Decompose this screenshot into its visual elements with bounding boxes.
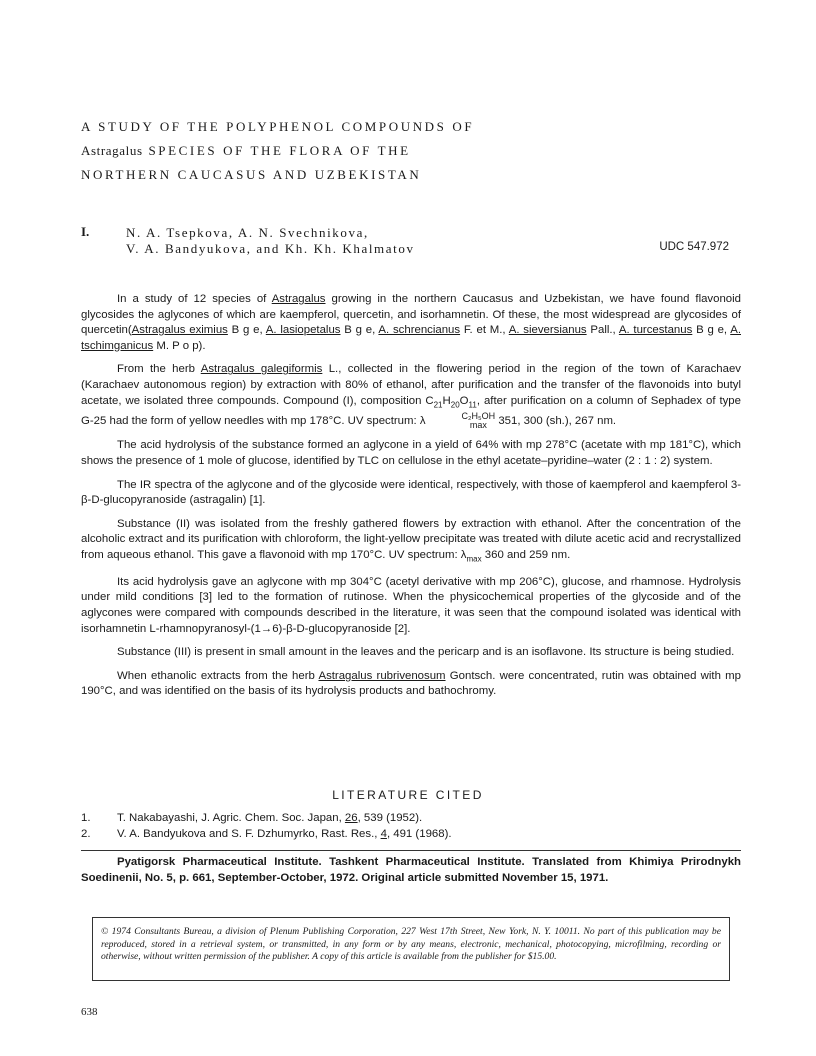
max-subscript: max [466, 554, 482, 564]
paragraph-4: The IR spectra of the aglycone and of the glycoside were identical, respectively, with those of kaempferol and kaempferol 3-β-D-glucopyranoside (astragalin) [1]. [81, 478, 741, 507]
p1-text: B g e, [692, 324, 731, 337]
paragraph-7: Substance (III) is present in small amount in the leaves and the pericarp and is an isoflavone. Its structure is being studied. [117, 646, 735, 659]
reference-2 [81, 828, 452, 840]
page-number: 638 [81, 1006, 98, 1018]
copyright-box [92, 917, 730, 981]
reference-1 [81, 812, 422, 824]
p1-species: A. schrencianus [378, 324, 461, 337]
title-line-2 [81, 143, 411, 159]
p8-text: When ethanolic extracts from the herb [117, 669, 319, 682]
p1-text: M. P o p). [153, 339, 206, 352]
p2-text: From the herb [117, 363, 201, 376]
reference-text: V. A. Bandyukova and S. F. Dzhumyrko, Rast. Res., [117, 828, 381, 840]
reference-text: , 491 (1968). [386, 828, 452, 840]
p5-text: Substance (II) was isolated from the freshly gathered flowers by extraction with ethanol. After the concentration of the alcoholic extract and its purification with chloroform, the light-yellow precipitate was treated with dilute acetic acid and recrystallized from aqueous ethanol. This gave a flavonoid with mp 170°C. UV spectrum: λ [81, 517, 741, 561]
p1-text: growing in the northern Caucasus and Uzbekistan, we have found flavonoid glycosides the aglycones of which are kaempferol, quercetin, and isorhamnetin. Of these, the most widespread are glycosides of quercetin( [81, 293, 742, 337]
p1-species: A. lasiopetalus [265, 324, 341, 337]
p1-text: Pall., [586, 324, 619, 337]
p1-text: In a study of 12 species of [117, 293, 272, 305]
p5-text: 360 and 259 nm. [481, 549, 571, 561]
p1-text: B g e, [227, 324, 266, 337]
title-line-3: NORTHERN CAUCASUS AND UZBEKISTAN [81, 167, 422, 182]
lambda-indices [426, 412, 496, 430]
paragraph-5 [81, 517, 741, 567]
authors-line-2: V. A. Bandyukova, and Kh. Kh. Khalmatov [126, 241, 415, 256]
p2-text: , after purification on a column of Sephadex of type G-25 had the form of yellow needles with mp 178°C. UV spectrum: λ [81, 394, 741, 428]
p8-text: Gontsch. were concentrated, rutin was obtained with mp 190°C, and was identified on the basis of its hydrolysis products and bathochromy. [81, 669, 741, 698]
literature-heading: LITERATURE CITED [332, 788, 484, 802]
max-subscript: max [469, 420, 487, 431]
reference-number: 1. [81, 812, 91, 824]
p2-species: Astragalus galegiformis [200, 363, 323, 376]
title-genus: Astragalus [81, 143, 143, 158]
reference-number: 2. [81, 828, 91, 840]
copyright-text: © 1974 Consultants Bureau, a division of Plenum Publishing Corporation, 227 West 17th Street, New York, N. Y. 10011. No part of this publication may be reproduced, stored in a retrieval system, or transmitted, in any form or by any means, electronic, mechanical, photocopying, microfilming, recording or otherwise, without written permission of the publisher. A copy of this article is available from the publisher for $15.00. [101, 926, 721, 962]
p8-species: Astragalus rubrivenosum [318, 669, 446, 682]
p1-text: B g e, [340, 324, 379, 337]
p1-species: A. sieversianus [508, 324, 587, 337]
article-body [81, 292, 741, 708]
reference-text: , 539 (1952). [357, 812, 423, 824]
p2-text: 351, 300 (sh.), 267 nm. [495, 415, 617, 428]
divider [81, 850, 741, 851]
reference-volume: 4 [380, 828, 387, 840]
formula-subscript: 20 [450, 399, 460, 409]
p2-text: H [442, 394, 451, 407]
formula-subscript: 21 [433, 399, 443, 409]
paragraph-1 [81, 292, 741, 354]
title-line-2-rest: SPECIES OF THE FLORA OF THE [142, 143, 411, 158]
p2-text: O [459, 394, 469, 407]
udc-code: UDC 547.972 [659, 241, 729, 253]
reference-volume: 26 [344, 812, 358, 824]
affiliation-note: Pyatigorsk Pharmaceutical Institute. Tashkent Pharmaceutical Institute. Translated from Khimiya Prirodnykh Soedinenii, No. 5, p. 661, September-October, 1972. Original article submitted November 15, 1971. [81, 856, 741, 884]
paragraph-2 [81, 362, 741, 430]
p1-text: F. et M., [460, 324, 509, 337]
part-number: I. [81, 224, 90, 239]
authors-line-1: N. A. Tsepkova, A. N. Svechnikova, [126, 225, 369, 240]
p1-species: A. tschimganicus [81, 324, 741, 352]
p1-species: Astragalus eximius [131, 324, 228, 337]
paragraph-3: The acid hydrolysis of the substance formed an aglycone in a yield of 64% with mp 278°C (acetate with mp 181°C), which shows the presence of 1 mole of glucose, identified by TLC on cellulose in the ethyl acetate–pyridine–water (2 : 1 : 2) system. [81, 439, 741, 468]
formula-subscript: 11 [468, 399, 477, 409]
paragraph-8 [81, 669, 741, 700]
p1-genus: Astragalus [271, 293, 326, 305]
reference-text: T. Nakabayashi, J. Agric. Chem. Soc. Japan, [117, 812, 345, 824]
paragraph-6: Its acid hydrolysis gave an aglycone with mp 304°C (acetyl derivative with mp 206°C), glucose, and rhamnose. Hydrolysis under mild conditions [3] led to the formation of rutinose. When the physicochemical properties of the glycoside and of the aglycones were compared with compounds described in the literature, it was seen that the compound isolated was identical with isorhamnetin L-rhamnopyranosyl-(1→6)-β-D-glucopyranoside [2]. [81, 575, 741, 635]
solvent-superscript: C₂H₅OH [461, 411, 496, 422]
title-line-1: A STUDY OF THE POLYPHENOL COMPOUNDS OF [81, 119, 475, 134]
p2-text: L., collected in the flowering period in the region of the town of Karachaev (Karachaev autonomous region) by extraction with 80% of ethanol, after purification and the transfer of the flavonoids into butyl acetate, we isolated three compounds. Compound (I), composition C [81, 363, 741, 407]
p1-species: A. turcestanus [618, 324, 693, 337]
